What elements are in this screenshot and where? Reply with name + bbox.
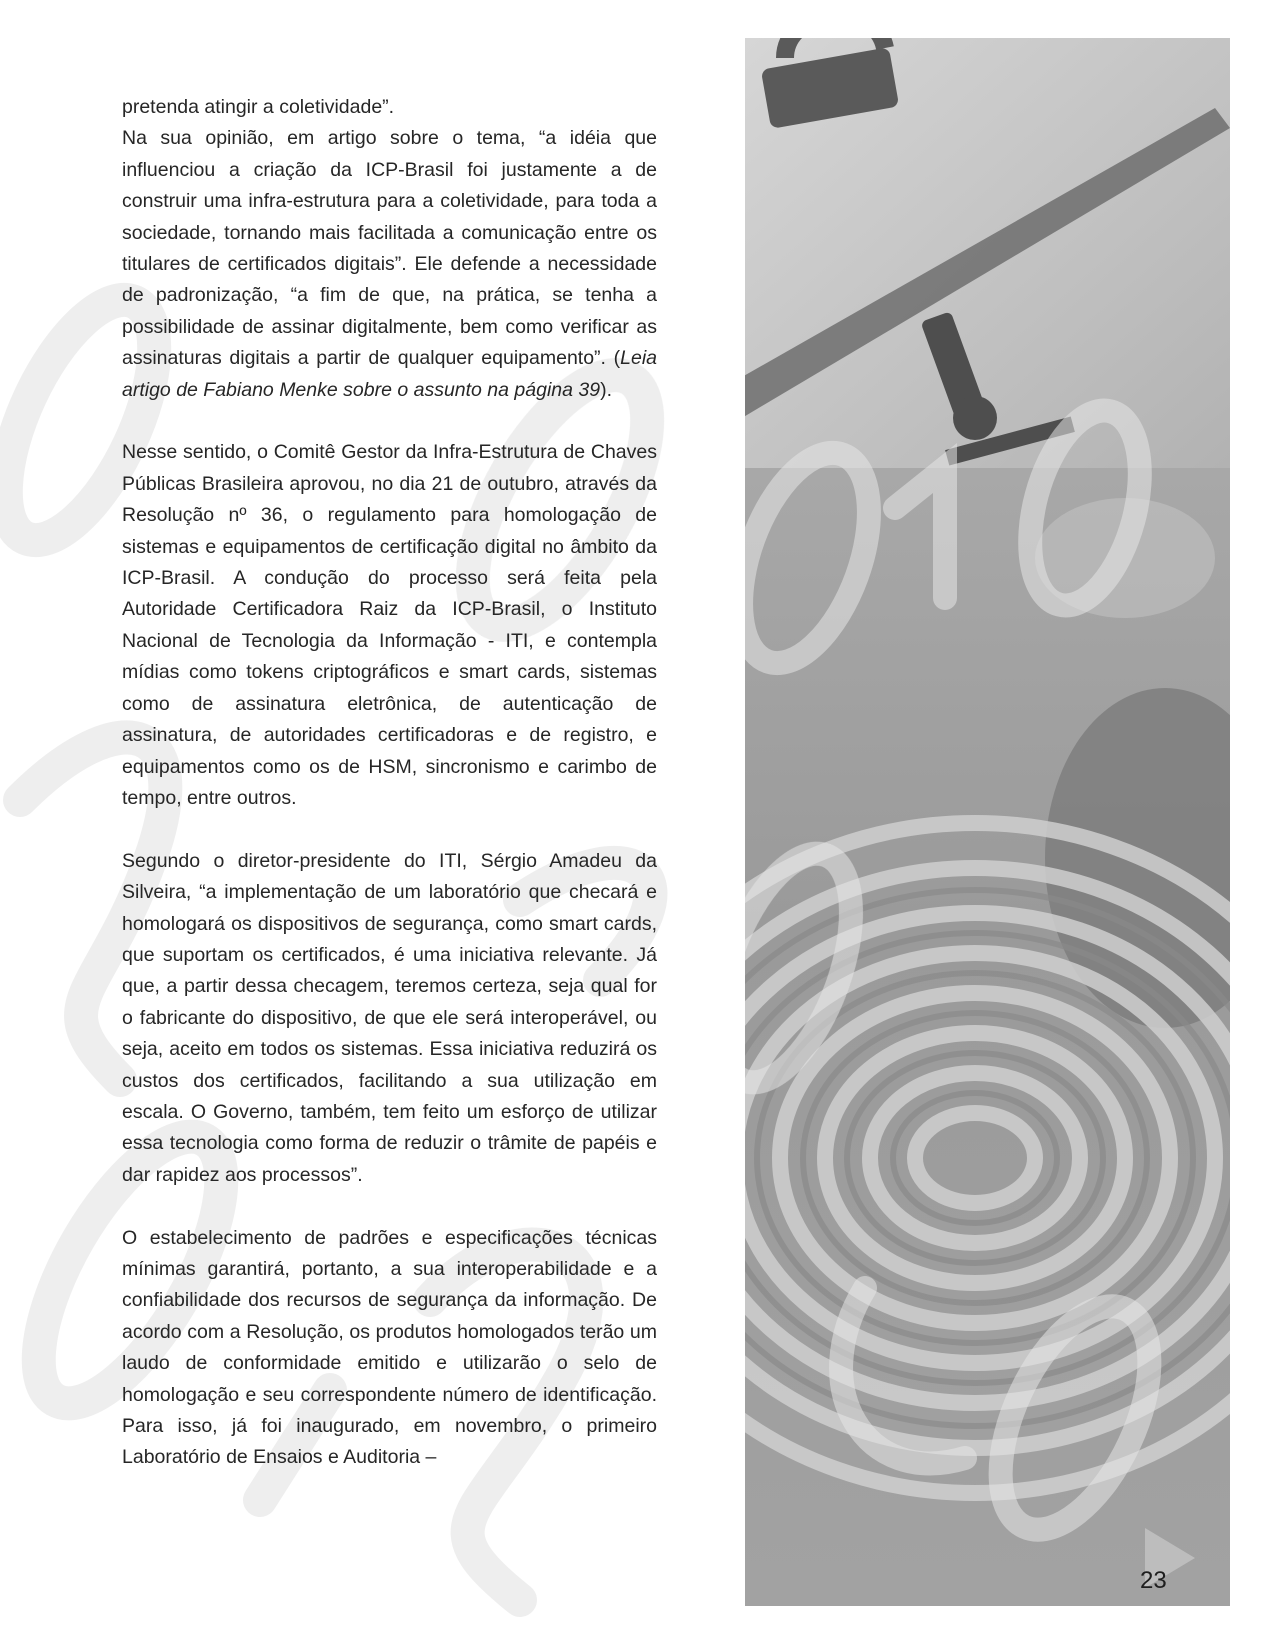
paragraph-3: Segundo o diretor-presidente do ITI, Sérgio Amadeu da Silveira, “a implementação de um laboratório que checará e homologará os dispositivos de segurança, como smart cards, que suportam os certificados, é uma iniciativa relevante. Já que, a partir dessa checagem, teremos certeza, seja qual for o fabricante do dispositivo, de que ele será interoperável, ou seja, aceito em todos os sistemas. Essa iniciativa reduzirá os custos dos certificados, facilitando a sua utilização em escala. O Governo, também, tem feito um esforço de utilizar essa tecnologia como forma de reduzir o trâmite de papéis e dar rapidez aos processos”.: [122, 849, 657, 1186]
article-body: [122, 92, 657, 1505]
paragraph-1-italic-reference: Leia artigo de Fabiano Menke sobre o assunto na página 39: [122, 347, 657, 401]
paragraph-1-text: Na sua opinião, em artigo sobre o tema, “a idéia que influenciou a criação da ICP-Brasil foi justamente a de construir uma infra-estrutura para a coletividade, para toda a sociedade, tornando mais facilitada a comunicação entre os titulares de certificados digitais”. Ele defende a necessidade de padronização, “a fim de que, na prática, se tenha a possibilidade de assinar digitalmente, bem como verificar as assinaturas digitais a partir de qualquer equipamento”. (: [122, 127, 657, 370]
paragraph-1-close: ).: [600, 378, 613, 401]
paragraph-2: Nesse sentido, o Comitê Gestor da Infra-Estrutura de Chaves Públicas Brasileira aprovou, no dia 21 de outubro, através da Resolução nº 36, o regulamento para homologação de sistemas e equipamentos de certificação digital no âmbito da ICP-Brasil. A condução do processo será feita pela Autoridade Certificadora Raiz da ICP-Brasil, o Instituto Nacional de Tecnologia da Informação - ITI, e contempla mídias como tokens criptográficos e smart cards, sistemas como de assinatura eletrônica, de autenticação de assinatura, de autoridades certificadoras e de registro, e equipamentos como os de HSM, sincronismo e carimbo de tempo, entre outros.: [122, 441, 657, 809]
photo-panel: [745, 38, 1230, 1606]
paragraph-4: O estabelecimento de padrões e especificações técnicas mínimas garantirá, portanto, a sua interoperabilidade e a confiabilidade dos recursos de segurança da informação. De acordo com a Resolução, os produtos homologados terão um laudo de conformidade emitido e utilizarão o selo de homologação e seu correspondente número de identificação. Para isso, já foi inaugurado, em novembro, o primeiro Laboratório de Ensaios e Auditoria –: [122, 1226, 657, 1469]
page-number: 23: [1140, 1567, 1167, 1594]
padlock-fingerprint-photo: [745, 38, 1230, 1606]
paragraph-0: pretenda atingir a coletividade”.: [122, 96, 395, 118]
paragraph-1: [122, 123, 657, 406]
